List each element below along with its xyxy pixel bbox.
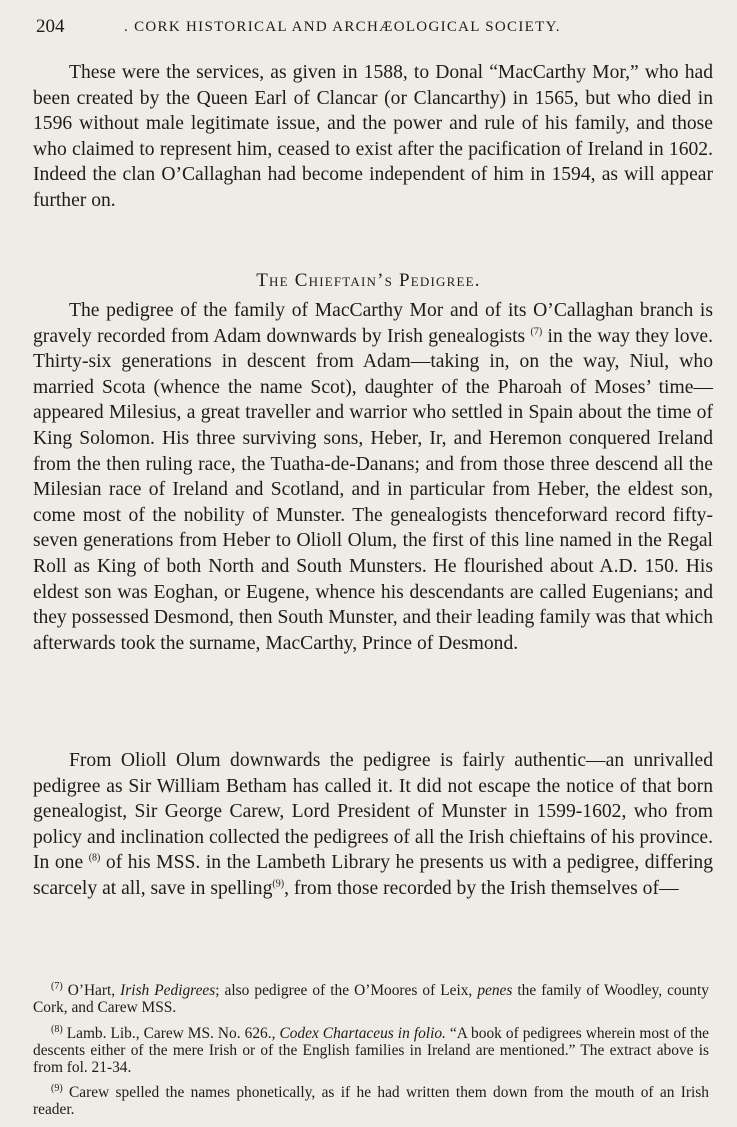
footnote-9-a: Carew spelled the names phonetically, as if he had written them down from the mouth of an Irish reader. xyxy=(33,1084,709,1119)
footnote-7-c: ; also pedigree of the O’Moores of Leix, xyxy=(215,982,478,999)
footnote-7-penes: penes xyxy=(477,982,513,999)
footnote-9-mark: (9) xyxy=(51,1082,63,1094)
page-number: 204 xyxy=(36,16,65,37)
section-heading xyxy=(0,270,737,292)
running-header xyxy=(36,16,717,40)
paragraph-2 xyxy=(33,298,713,656)
footnote-ref-8: (8) xyxy=(88,852,101,864)
section-heading-text: The Chieftain’s Pedigree. xyxy=(256,270,481,291)
footnote-9 xyxy=(33,1084,709,1118)
footnote-9-text xyxy=(33,1084,709,1118)
footnote-7 xyxy=(33,982,709,1016)
footnote-7-e: the family of Woodley, county Cork, and Carew MSS. xyxy=(33,982,709,1017)
footnote-7-a: O’Hart, xyxy=(62,982,121,999)
footnote-7-text xyxy=(33,982,709,1016)
footnote-7-mark: (7) xyxy=(51,980,63,992)
paragraph-3-part-2: of his MSS. in the Lambeth Library he presents us with a pedigree, differing scarcely at all, save in spelling xyxy=(33,852,713,899)
footnote-8-text xyxy=(33,1025,709,1077)
footnote-8-c: “A book of pedigrees wherein most of the descents either of the mere Irish or of the English families in Ireland are mentioned.” The extract above is from fol. 21-34. xyxy=(33,1025,709,1077)
footnote-8-mark: (8) xyxy=(51,1023,63,1035)
paragraph-3-part-1: From Olioll Olum downwards the pedigree is fairly authentic—an unrivalled pedigree as Sir William Betham has called it. It did not escape the notice of that born genealogist, Sir George Carew, Lord President of Munster in 1599-1602, who from policy and inclination collected the pedigrees of all the Irish chieftains of his province. In one xyxy=(33,750,713,874)
paragraph-2-part-1: The pedigree of the family of MacCarthy Mor and of its O’Callaghan branch is gravely recorded from Adam downwards by Irish genealogists xyxy=(33,300,713,347)
paragraph-1-text: These were the services, as given in 1588, to Donal “MacCarthy Mor,” who had been created by the Queen Earl of Clancar (or Clancarthy) in 1565, but who died in 1596 without male legitimate issue, and the power and rule of his family, and those who claimed to represent him, ceased to exist after the pacification of Ireland in 1602. Indeed the clan O’Callaghan had become independent of him in 1594, as will appear further on. xyxy=(33,62,713,211)
paragraph-1 xyxy=(33,60,713,214)
footnote-ref-7: (7) xyxy=(530,326,543,338)
footnote-7-book-title: Irish Pedigrees xyxy=(120,982,216,999)
paragraph-3-part-3: , from those recorded by the Irish themselves of— xyxy=(284,877,679,899)
paragraph-2-part-2: in the way they love. Thirty-six generations in descent from Adam—taking in, on the way, Niul, who married Scota (whence the name Scot), daughter of the Pharoah of Moses’ time—appeared Milesius, a great traveller and warrior who settled in Spain about the time of King Solomon. His three surviving sons, Heber, Ir, and Heremon conquered Ireland from the then ruling race, the Tuatha-de-Danans; and from those three descend all the Milesian race of Ireland and Scotland, and in particular from Heber, the eldest son, come most of the nobility of Munster. The genealogists thenceforward record fifty-seven generations from Heber to Olioll Olum, the first of this line named in the Regal Roll as King of both North and South Munsters. He flourished about A.D. 150. His eldest son was Eoghan, or Eugene, whence his descendants are called Eugenians; and they possessed Desmond, then South Munster, and their leading family was that which afterwards took the surname, MacCarthy, Prince of Desmond. xyxy=(33,325,713,654)
footnote-8-a: Lamb. Lib., Carew MS. No. 626., xyxy=(62,1025,280,1042)
running-title: . CORK HISTORICAL AND ARCHÆOLOGICAL SOCIETY. xyxy=(124,19,561,35)
paragraph-2-text xyxy=(33,298,713,656)
footnote-8 xyxy=(33,1025,709,1077)
paragraph-3-text xyxy=(33,748,713,902)
paragraph-3 xyxy=(33,748,713,902)
footnote-8-codex: Codex Chartaceus in folio. xyxy=(279,1025,446,1042)
footnote-ref-9: (9) xyxy=(272,878,285,890)
